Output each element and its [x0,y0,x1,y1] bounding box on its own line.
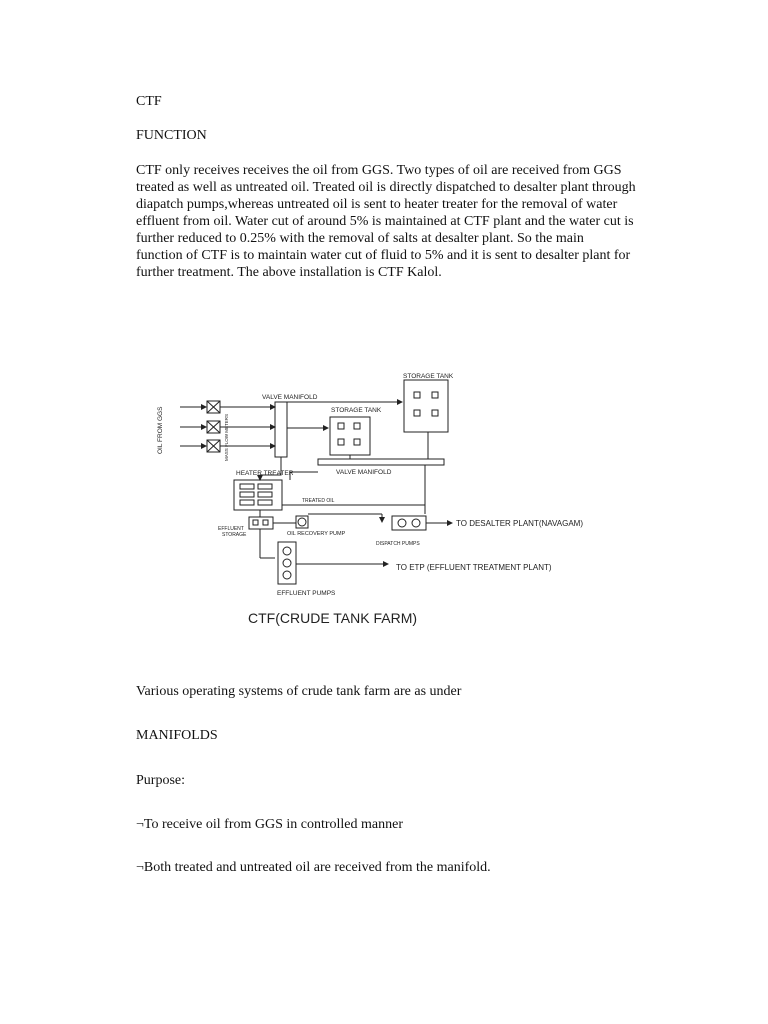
label-heater-treater: HEATER TREATER [236,470,294,477]
valve-manifold-top [275,402,287,457]
bullet-item: ¬To receive oil from GGS in controlled manner [136,817,404,832]
document-heading: CTF [136,94,162,109]
section-function-heading: FUNCTION [136,128,207,143]
label-effluent-storage-2: STORAGE [222,532,247,538]
label-storage-tank-2: STORAGE TANK [403,373,454,380]
storage-tank-2 [404,380,448,432]
paragraph-line: treated as well as untreated oil. Treated oil is directly dispatched to desalter plant through [136,180,636,195]
label-valve-manifold-top: VALVE MANIFOLD [262,394,318,401]
intro-operating-systems: Various operating systems of crude tank farm are as under [136,684,462,699]
diagram-caption: CTF(CRUDE TANK FARM) [248,610,418,626]
label-valve-manifold-mid: VALVE MANIFOLD [336,469,392,476]
label-treated-oil: TREATED OIL [302,498,335,504]
label-oil-recovery-pump: OIL RECOVERY PUMP [287,531,346,537]
paragraph-line: further reduced to 0.25% with the removal of salts at desalter plant. So the main [136,231,584,246]
label-dispatch-pumps: DISPATCH PUMPS [376,541,420,547]
label-effluent-storage-1: EFFLUENT [218,526,244,532]
label-mass-flow-meters: MASS FLOW METERS [224,413,229,461]
function-paragraph [136,162,676,281]
dispatch-pumps [392,516,426,530]
paragraph-line: further treatment. The above installation is CTF Kalol. [136,265,442,280]
paragraph-line: effluent from oil. Water cut of around 5% is maintained at CTF plant and the water cut is [136,214,634,229]
paragraph-line: CTF only receives receives the oil from GGS. Two types of oil are received from GGS [136,163,622,178]
purpose-label: Purpose: [136,773,185,788]
paragraph-line: function of CTF is to maintain water cut of fluid to 5% and it is sent to desalter plant for [136,248,631,263]
bullet-item: ¬Both treated and untreated oil are received from the manifold. [136,860,491,875]
label-to-desalter: TO DESALTER PLANT(NAVAGAM) [456,519,583,528]
label-storage-tank-1: STORAGE TANK [331,407,382,414]
effluent-pumps [278,542,296,584]
label-to-etp: TO ETP (EFFLUENT TREATMENT PLANT) [396,563,552,572]
storage-tank-1 [330,417,370,455]
paragraph-line: diapatch pumps,whereas untreated oil is sent to heater treater for the removal of water [136,197,618,212]
ctf-process-diagram [150,362,620,632]
label-oil-from-ggs: OIL FROM GGS [157,406,164,454]
label-effluent-pumps: EFFLUENT PUMPS [277,590,336,597]
section-manifolds-heading: MANIFOLDS [136,728,218,743]
valve-manifold-mid [318,459,444,465]
